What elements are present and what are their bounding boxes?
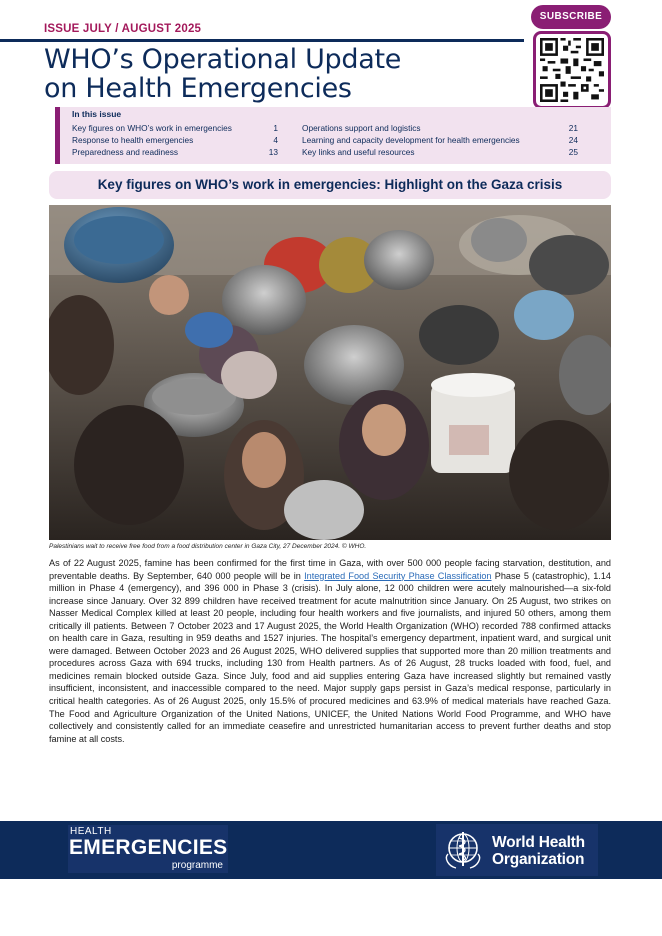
toc-item-page: 1 bbox=[273, 123, 278, 133]
toc-item[interactable] bbox=[302, 146, 578, 158]
who-logo bbox=[436, 824, 598, 876]
crowd-with-pots-image bbox=[49, 205, 611, 540]
who-logo-line-2: Organization bbox=[492, 851, 585, 868]
footer-bar bbox=[0, 821, 662, 879]
toc-item[interactable] bbox=[72, 122, 278, 134]
toc-item[interactable] bbox=[72, 146, 278, 158]
subscribe-block[interactable] bbox=[531, 5, 611, 108]
ipc-link[interactable]: Integrated Food Security Phase Classification bbox=[304, 570, 492, 581]
who-logo-line-1: World Health bbox=[492, 834, 585, 851]
toc-item-label: Operations support and logistics bbox=[302, 123, 421, 133]
toc-item-page: 24 bbox=[568, 135, 578, 145]
toc-heading: In this issue bbox=[72, 109, 122, 119]
who-emblem-icon bbox=[440, 828, 486, 872]
toc-item-label: Learning and capacity development for health emergencies bbox=[302, 135, 520, 145]
hep-logo-line-1: HEALTH bbox=[70, 826, 112, 837]
qr-code-icon bbox=[540, 38, 604, 102]
gaza-photo bbox=[49, 205, 611, 540]
toc-item[interactable] bbox=[302, 122, 578, 134]
toc-item[interactable] bbox=[302, 134, 578, 146]
toc-item[interactable] bbox=[72, 134, 278, 146]
toc-item-page: 21 bbox=[568, 123, 578, 133]
table-of-contents bbox=[55, 107, 611, 164]
toc-item-page: 25 bbox=[568, 147, 578, 157]
header-rule bbox=[0, 39, 524, 42]
toc-item-label: Key figures on WHO’s work in emergencies bbox=[72, 123, 232, 133]
qr-code[interactable] bbox=[533, 31, 611, 109]
health-emergencies-logo bbox=[68, 825, 228, 873]
body-text-part-2: Phase 5 (catastrophic), 1.14 million in Phase 4 (emergency), and 396 000 in Phase 3 (crisis). In July alone, 12 000 children were acutely malnourished—a six-fold increase since January. Over 32 899 children have received treatment for acute malnutrition since January. On 25 August, two strikes on Nasser Medical Complex killed at least 20 people, including four health workers and five journalists, and injured 50 others, among them critically ill patients. Between 7 October 2023 and 17 August 2025, the World Health Organization (WHO) recorded 788 confirmed attacks on health care in Gaza, resulting in 959 deaths and 1527 injuries. The hospital’s emergency department, inpatient ward, and surgical unit were damaged. Between October 2023 and 26 August 2025, WHO delivered supplies that supported more than 20 million treatments and procedures across Gaza with 694 trucks, including 130 from Health partners. As of 26 August, 28 trucks loaded with food, fuel, and medicines remain blocked outside Gaza. Since July, food and aid supplies entering Gaza have increased slightly but remained vastly insufficient, inconsistent, and inaccessible compared to the need. Major supply gaps persist in Gaza’s medical response, particularly in critical health categories. As of 26 August 2025, only 15.5% of procured medicines and 63.9% of medical materials have reached Gaza. The Food and Agriculture Organization of the United Nations, UNICEF, the United Nations World Food Programme, and WHO have collectively and consistently called for an immediate ceasefire and unrestricted humanitarian access to prevent further deaths and stop famine at all costs. bbox=[49, 570, 611, 744]
body-paragraph bbox=[49, 557, 611, 745]
body-text-part-1: As of 22 August 2025, famine has been confirmed for the first time in Gaza, with over 500 000 people facing starvation, destitution, and preventable deaths. By September, 640 000 people will be in bbox=[49, 558, 611, 581]
issue-label: ISSUE JULY / AUGUST 2025 bbox=[44, 23, 202, 35]
hep-logo-line-3: programme bbox=[171, 860, 223, 871]
subscribe-button[interactable]: SUBSCRIBE bbox=[531, 5, 611, 29]
section-title: Key figures on WHO’s work in emergencies: Highlight on the Gaza crisis bbox=[49, 171, 611, 199]
toc-column-right bbox=[302, 122, 578, 158]
toc-item-page: 4 bbox=[273, 135, 278, 145]
hep-logo-line-2: EMERGENCIES bbox=[69, 836, 228, 859]
toc-item-label: Preparedness and readiness bbox=[72, 147, 179, 157]
page-title bbox=[44, 45, 464, 103]
toc-column-left bbox=[72, 122, 278, 158]
photo-caption: Palestinians wait to receive free food from a food distribution center in Gaza City, 27 December 2024. © WHO. bbox=[49, 543, 367, 550]
toc-item-page: 13 bbox=[268, 147, 278, 157]
toc-item-label: Key links and useful resources bbox=[302, 147, 415, 157]
title-line-1: WHO’s Operational Update bbox=[44, 44, 402, 75]
title-line-2: on Health Emergencies bbox=[44, 73, 352, 104]
toc-item-label: Response to health emergencies bbox=[72, 135, 194, 145]
